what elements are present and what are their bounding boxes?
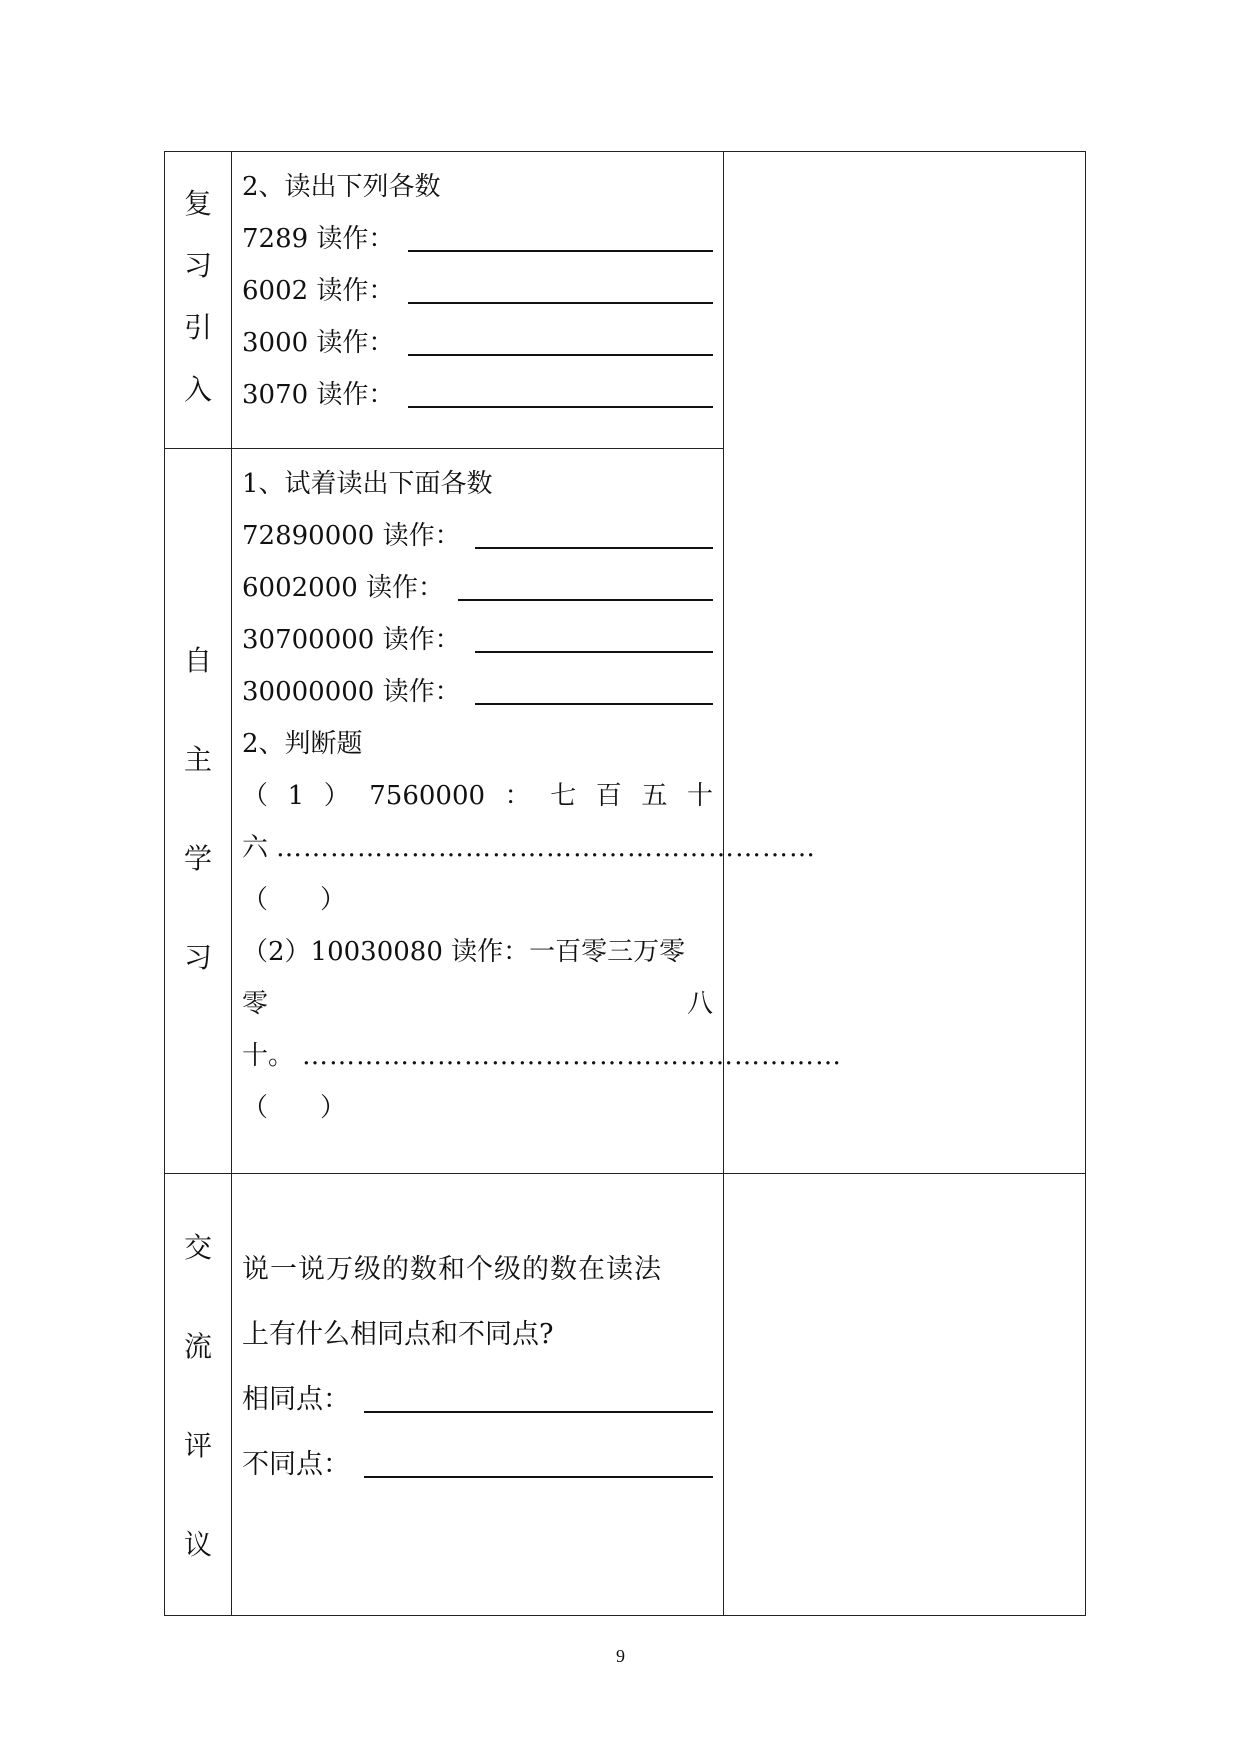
judge-item-1: （ 1 ） 7560000 ： 七 百 五 十 [242,781,713,811]
leader-dots: …………………………………………………… [276,833,817,863]
self-study-q1-heading: 1、试着读出下面各数 [242,469,493,499]
discussion-label-char: 交 [183,1231,212,1264]
answer-blank[interactable] [408,250,713,252]
discussion-label-char: 评 [183,1429,212,1462]
answer-blank[interactable] [475,651,713,653]
discussion-label-char: 流 [183,1330,212,1363]
discussion-label [165,1174,231,1559]
answer-blank[interactable] [475,703,713,705]
self-study-label-char: 学 [183,842,212,875]
page-number: 9 [616,1646,625,1666]
judge-item-2-cont: 零 八 [242,989,713,1019]
answer-blank[interactable] [408,406,713,408]
judge-item-2: （2）10030080 读作：一百零三万零 [242,937,686,967]
judge-item-2-cont2: 十。 …………………………………………………… [242,1041,843,1071]
leader-dots: …………………………………………………… [302,1041,843,1071]
discussion-row [165,1174,1086,1616]
self-study-item: 72890000 读作： [242,501,713,553]
answer-blank[interactable] [408,354,713,356]
review-label-char: 引 [183,311,212,344]
self-study-content-cell [232,449,843,1174]
review-item: 7289 读作： [242,204,713,256]
discussion-content-cell [232,1174,724,1616]
judge-item-1-cont: 六 …………………………………………………… [242,833,817,863]
discussion-prompt-line-1: 说一说万级的数和个级的数在读法 [242,1254,662,1285]
review-heading: 2、读出下列各数 [242,172,441,202]
judge-item-1-answer[interactable] [242,865,713,917]
discussion-prompt-line-2: 上有什么相同点和不同点? [242,1319,554,1350]
self-study-label [165,449,231,972]
same-points-blank[interactable] [364,1411,713,1413]
self-study-label-cell [165,449,232,1174]
diff-points-blank[interactable] [364,1476,713,1478]
notes-cell-bottom [724,1174,1086,1616]
review-label-char: 入 [183,373,212,406]
review-item: 6002 读作： [242,256,713,308]
judge-answer-paren[interactable]: （ ） [242,1093,347,1123]
review-item: 3000 读作： [242,308,713,360]
review-content-cell [232,152,724,449]
review-item: 3070 读作： [242,360,713,412]
worksheet-table [164,151,1086,1616]
notes-cell-top [724,152,1086,1174]
review-label-char: 复 [183,187,212,220]
answer-blank[interactable] [408,302,713,304]
answer-blank[interactable] [458,599,713,601]
answer-blank[interactable] [475,547,713,549]
self-study-label-char: 自 [183,644,212,677]
discussion-label-char: 议 [183,1528,212,1561]
self-study-q2-heading: 2、判断题 [242,729,363,759]
review-label-cell [165,152,232,449]
review-row [165,152,1086,449]
self-study-item: 6002000 读作： [242,553,713,605]
same-points-line: 相同点： [242,1352,713,1417]
self-study-label-char: 习 [183,941,212,974]
self-study-item: 30700000 读作： [242,605,713,657]
self-study-item: 30000000 读作： [242,657,713,709]
review-label [165,152,231,404]
judge-answer-paren[interactable]: （ ） [242,885,347,915]
diff-points-line: 不同点： [242,1417,713,1482]
review-label-char: 习 [183,249,212,282]
discussion-label-cell [165,1174,232,1616]
judge-item-2-answer[interactable] [242,1073,713,1125]
self-study-label-char: 主 [183,743,212,776]
